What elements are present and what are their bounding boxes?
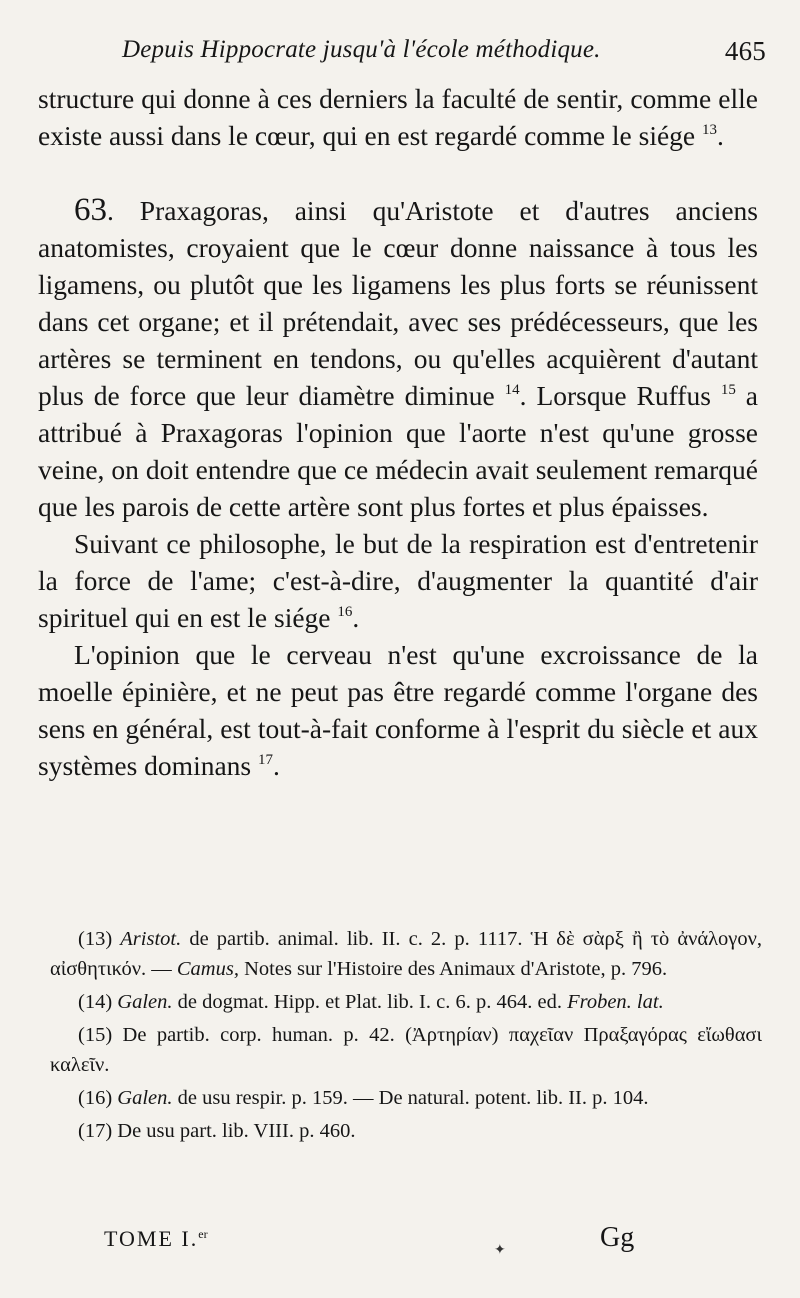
paragraph-text: Suivant ce philosophe, le but de la respiration est d'entretenir la force de l'ame; c'est-à-dire, d'augmenter la quantité d'air spirituel qui en est le siége bbox=[38, 528, 758, 633]
footnote-text: de usu respir. p. 159. — De natural. potent. lib. II. p. 104. bbox=[172, 1087, 649, 1109]
footnote-15 bbox=[50, 1020, 762, 1080]
footnote-text: de partib. animal. lib. II. c. 2. p. 1117. Ἡ δὲ σὰρξ ἢ τὸ ἀνάλογον, αἰσθητικόν. — bbox=[50, 928, 763, 980]
body-text bbox=[38, 80, 758, 784]
footnote-number: (15) bbox=[78, 1024, 113, 1046]
tome-label: TOME I. bbox=[104, 1226, 199, 1251]
footnote-number: (14) bbox=[78, 991, 113, 1013]
paragraph-number: 63 bbox=[74, 192, 107, 228]
paragraph-continuation bbox=[38, 80, 758, 154]
punctuation: . bbox=[717, 120, 724, 151]
footnote-text: De usu part. lib. VIII. p. 460. bbox=[112, 1120, 356, 1142]
paragraph-respiration bbox=[38, 525, 758, 636]
footnote-author: Aristot. bbox=[120, 928, 182, 950]
footnote-ref: 13 bbox=[702, 122, 718, 138]
printer-ornament-icon: ✦ bbox=[494, 1243, 506, 1258]
footnote-ref: 16 bbox=[337, 604, 353, 620]
paragraph-text: . Praxagoras, ainsi qu'Aristote et d'autres anciens anatomistes, croyaient que le cœur donne naissance à tous les ligamens, ou plutôt que les ligamens les plus forts se réunissent dans cet organe; et il prétendait, avec ses prédécesseurs, que les artères se terminent en tendons, ou qu'elles acquièrent d'autant plus de force que leur diamètre diminue bbox=[38, 195, 758, 411]
footnote-14 bbox=[50, 987, 762, 1017]
paragraph-text: a attribué à Praxagoras l'opinion que l'aorte n'est qu'une grosse veine, on doit entendre que ce médecin avait seulement remarqué que les parois de cette artère sont plus fortes et plus épaisses. bbox=[38, 380, 758, 522]
footnote-text: de dogmat. Hipp. et Plat. lib. I. c. 6. p. 464. ed. bbox=[172, 991, 568, 1013]
tome-superscript: er bbox=[198, 1227, 208, 1241]
running-head bbox=[122, 36, 766, 64]
footnote-ref: 17 bbox=[258, 752, 273, 768]
footnote-author: Camus, bbox=[176, 958, 239, 980]
paragraph-cerveau bbox=[38, 636, 758, 784]
footnote-text: De partib. corp. human. p. 42. (Ἀρτηρίαν) παχεῖαν Πραξαγόρας εἴωθασι καλεῖν. bbox=[50, 1024, 762, 1076]
footnote-number: (16) bbox=[78, 1087, 113, 1109]
volume-signature bbox=[104, 1226, 208, 1252]
gathering-signature-mark: Gg bbox=[600, 1222, 635, 1253]
footnote-number: (13) bbox=[78, 928, 113, 950]
punctuation: . bbox=[352, 602, 360, 633]
paragraph-text: structure qui donne à ces derniers la faculté de sentir, comme elle existe aussi dans le cœur, qui en est regardé comme le siége bbox=[38, 83, 758, 151]
running-head-title: Depuis Hippocrate jusqu'à l'école méthodique. bbox=[122, 36, 601, 63]
paragraph-text: . Lorsque Ruffus bbox=[519, 380, 721, 411]
footnote-edition: Froben. lat. bbox=[567, 991, 664, 1013]
paragraph-text: L'opinion que le cerveau n'est qu'une excroissance de la moelle épinière, et ne peut pas être regardé comme l'organe des sens en général, est tout-à-fait conforme à l'esprit du siècle et aux systèmes dominans bbox=[38, 639, 758, 781]
footnote-text: Notes sur l'Histoire des Animaux d'Aristote, p. 796. bbox=[238, 958, 668, 980]
page-number: 465 bbox=[724, 36, 766, 66]
footnote-author: Galen. bbox=[117, 991, 173, 1013]
paragraph-63 bbox=[38, 192, 758, 525]
footnote-ref: 15 bbox=[720, 382, 736, 398]
footnote-13 bbox=[50, 924, 762, 984]
footnote-author: Galen. bbox=[117, 1087, 173, 1109]
footnote-17 bbox=[50, 1116, 762, 1146]
footnote-ref: 14 bbox=[504, 382, 520, 398]
footnotes bbox=[50, 924, 762, 1149]
footnote-16 bbox=[50, 1083, 762, 1113]
punctuation: . bbox=[273, 750, 280, 781]
footnote-number: (17) bbox=[78, 1120, 113, 1142]
